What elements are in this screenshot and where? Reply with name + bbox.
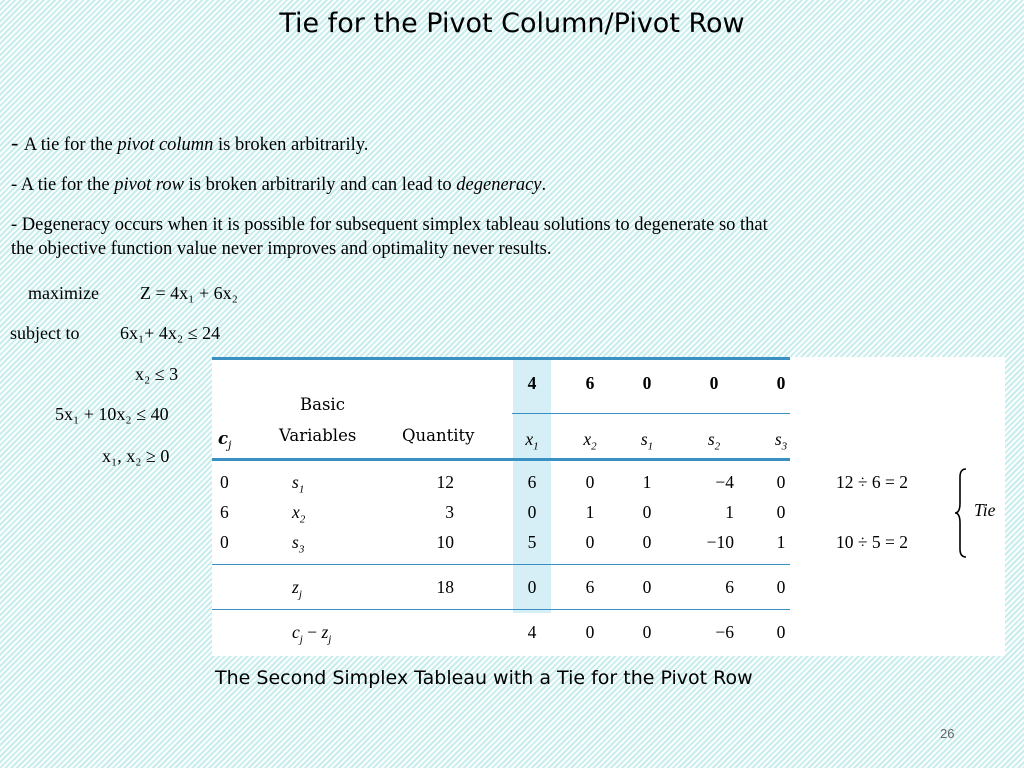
tableau-caption: The Second Simplex Tableau with a Tie for the Pivot Row (215, 667, 753, 689)
cj-zj-label: $c_j - z_j$ (292, 622, 332, 646)
row-quantity: 10 (436, 532, 454, 552)
header-variables: Variables (279, 426, 357, 445)
var-name: $s_3$ (774, 429, 788, 453)
zj-value: 6 (585, 577, 595, 597)
row-cj: 0 (220, 472, 229, 492)
tie-label: Tie (974, 500, 996, 520)
nonnegativity-constraint: x₁, x₂ ≥ 0 (102, 446, 170, 466)
cj-zj-value: 0 (585, 622, 595, 642)
header-basic: Basic (300, 395, 345, 414)
row-value: 0 (642, 532, 652, 552)
cj-zj-value: 0 (642, 622, 652, 642)
row-value: 0 (585, 532, 595, 552)
row-basis: $s_3$ (292, 532, 305, 556)
zj-quantity: 18 (436, 577, 454, 597)
cj-value: 0 (642, 373, 652, 393)
page-number: 26 (940, 726, 955, 741)
cj-zj-value: 4 (527, 622, 537, 642)
row-value: −4 (715, 472, 734, 492)
subject-to-label: subject to (10, 323, 80, 343)
row-cj: 6 (220, 502, 229, 522)
row-cj: 0 (220, 532, 229, 552)
row-basis: $x_2$ (292, 502, 306, 526)
cj-value: 0 (709, 373, 719, 393)
zj-rule (212, 609, 790, 610)
zj-value: 0 (642, 577, 652, 597)
maximize-label: maximize (28, 283, 99, 303)
var-name: $x_1$ (525, 429, 539, 453)
row-value: 0 (642, 502, 652, 522)
objective-function: Z = 4x₁ + 6x₂ (140, 283, 238, 303)
constraint-3: 5x₁ + 10x₂ ≤ 40 (55, 404, 169, 424)
var-name: $x_2$ (583, 429, 597, 453)
constraint-1: 6x₁+ 4x₂ ≤ 24 (120, 323, 221, 343)
row-value: 0 (776, 502, 786, 522)
cj-value: 4 (527, 373, 537, 393)
bullet-pivot-column: - A tie for the pivot column is broken arbitrarily. (11, 130, 369, 155)
header-cj: $c_j$ (218, 429, 232, 452)
ratio-row-3: 10 ÷ 5 = 2 (836, 532, 908, 552)
row-value: 1 (725, 502, 734, 522)
zj-value: 0 (527, 577, 537, 597)
row-value: 1 (585, 502, 595, 522)
row-value: 0 (527, 502, 537, 522)
cj-value: 6 (585, 373, 595, 393)
cj-zj-value: 0 (776, 622, 786, 642)
cj-zj-value: −6 (715, 622, 734, 642)
row-value: 0 (585, 472, 595, 492)
var-name: $s_2$ (707, 429, 721, 453)
body-rule (212, 564, 790, 565)
cj-value: 0 (776, 373, 786, 393)
header-quantity: Quantity (402, 426, 475, 445)
bullet-pivot-row: - A tie for the pivot row is broken arbitrarily and can lead to degeneracy. (11, 175, 547, 195)
row-quantity: 12 (436, 472, 454, 492)
row-value: 1 (642, 472, 652, 492)
constraint-2: x₂ ≤ 3 (135, 364, 179, 384)
row-quantity: 3 (445, 502, 454, 522)
cj-rule (512, 413, 790, 414)
var-name: $s_1$ (640, 429, 654, 453)
bullet-degeneracy: - Degeneracy occurs when it is possible for subsequent simplex tableau solutions to degenerate so that the objective function value never improves and optimality never results. (11, 215, 768, 259)
slide-title: Tie for the Pivot Column/Pivot Row (279, 8, 745, 39)
tie-brace (954, 467, 976, 559)
ratio-row-1: 12 ÷ 6 = 2 (836, 472, 908, 492)
row-basis: $s_1$ (292, 472, 305, 496)
row-value: 1 (776, 532, 786, 552)
row-value: 6 (527, 472, 537, 492)
row-value: 5 (527, 532, 537, 552)
row-value: −10 (706, 532, 734, 552)
header-rule (212, 458, 790, 461)
simplex-tableau (212, 357, 1005, 656)
zj-value: 6 (725, 577, 734, 597)
zj-value: 0 (776, 577, 786, 597)
zj-label: $z_j$ (292, 577, 302, 601)
row-value: 0 (776, 472, 786, 492)
top-rule (212, 357, 790, 360)
